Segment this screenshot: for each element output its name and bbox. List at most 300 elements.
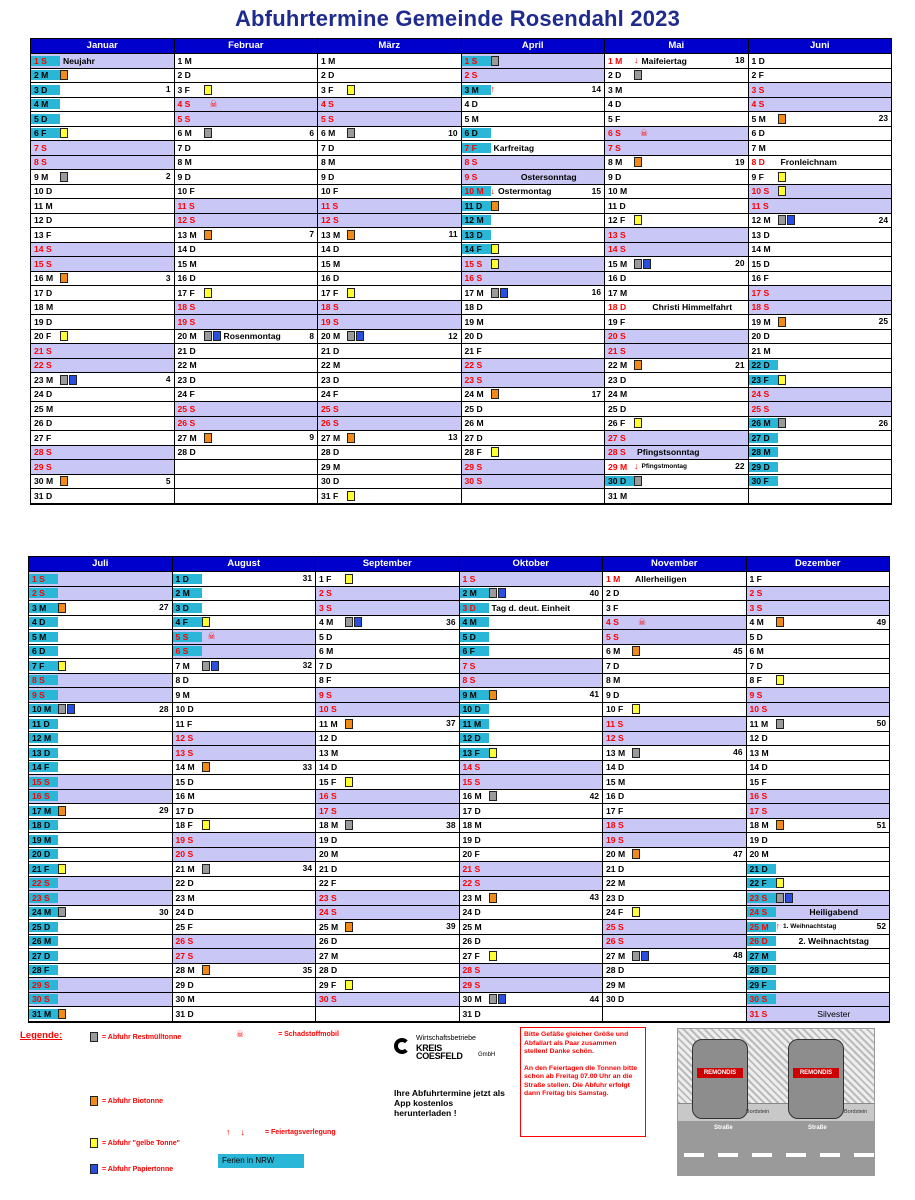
day-row (318, 156, 461, 171)
day-label: 11 D (29, 719, 58, 729)
gelb-bin-icon (345, 777, 353, 787)
day-label: 26 D (34, 418, 53, 429)
day-row (175, 185, 318, 200)
day-label: 6 M (606, 646, 621, 657)
day-label: 21 M (751, 345, 771, 356)
day-row (173, 964, 316, 979)
papier-bin-icon (354, 617, 362, 627)
day-row (29, 761, 172, 776)
day-label: 25 D (608, 403, 627, 414)
day-row (749, 170, 892, 185)
day-row (460, 978, 603, 993)
day-label: 1 S (462, 56, 491, 66)
day-label: 15 S (464, 258, 483, 269)
company-line4: GmbH (478, 1052, 496, 1058)
day-label: 9 M (34, 171, 49, 182)
day-row (603, 775, 746, 790)
day-row (173, 645, 316, 660)
day-row (462, 402, 605, 417)
day-label: 14 S (462, 762, 481, 773)
day-row (747, 790, 890, 805)
week-number: 31 (302, 573, 312, 583)
week-number: 34 (302, 863, 312, 873)
day-label: 2 M (460, 588, 489, 598)
day-label: 22 M (321, 360, 341, 371)
day-label: 7 D (321, 142, 335, 153)
day-label: 19 S (177, 316, 196, 327)
day-row (603, 630, 746, 645)
day-row (603, 587, 746, 602)
day-row (31, 359, 174, 374)
day-label: 21 S (34, 345, 52, 356)
day-row (460, 601, 603, 616)
day-label: 3 M (29, 603, 58, 613)
pickup-icons (347, 85, 355, 95)
week-number: 50 (876, 718, 886, 728)
day-label: 31 D (34, 490, 53, 501)
day-label: 4 M (749, 617, 764, 628)
gelb-bin-icon (202, 617, 210, 627)
day-row (173, 978, 316, 993)
day-label: 23 M (175, 892, 195, 903)
day-row (31, 446, 174, 461)
day-label: 21 F (464, 345, 482, 356)
day-row (460, 906, 603, 921)
week-number: 18 (735, 55, 745, 65)
day-row (316, 717, 459, 732)
day-row (462, 141, 605, 156)
day-label: 3 D (31, 85, 60, 95)
day-label: 4 M (31, 99, 60, 109)
day-row (173, 572, 316, 587)
empty-row (462, 489, 605, 504)
day-row (31, 301, 174, 316)
day-row (318, 199, 461, 214)
day-row (603, 572, 746, 587)
day-row (175, 315, 318, 330)
day-label: 3 D (173, 603, 202, 613)
pickup-icons (347, 433, 355, 443)
day-row (316, 906, 459, 921)
day-label: 3 M (608, 84, 623, 95)
company-line2: KREIS (416, 1043, 443, 1053)
day-label: 18 D (464, 302, 483, 313)
day-label: 2 S (29, 588, 58, 598)
day-row (316, 848, 459, 863)
day-row (29, 746, 172, 761)
pickup-icons (491, 389, 499, 399)
papier-bin-icon (641, 951, 649, 961)
pickup-icons (204, 100, 218, 109)
pickup-icons (58, 704, 75, 714)
holiday-label: Ostermontag (498, 186, 552, 197)
month-header: März (318, 39, 461, 54)
day-row (747, 717, 890, 732)
day-row (747, 978, 890, 993)
bio-bin-icon (58, 806, 66, 816)
day-label: 29 M (606, 979, 626, 990)
day-row (747, 891, 890, 906)
pickup-icons (345, 922, 353, 932)
bio-bin-icon (491, 389, 499, 399)
day-label: 13 D (751, 229, 770, 240)
pickup-icons (632, 849, 640, 859)
day-row (318, 489, 461, 504)
pickup-icons (347, 230, 355, 240)
day-row (603, 935, 746, 950)
week-number: 9 (309, 432, 314, 442)
day-row (31, 170, 174, 185)
day-row (173, 688, 316, 703)
day-row (29, 775, 172, 790)
day-label: 21 F (29, 864, 58, 874)
day-label: 5 S (321, 113, 334, 124)
gelb-bin-icon (345, 980, 353, 990)
day-label: 5 S (606, 631, 619, 642)
day-row (316, 804, 459, 819)
day-label: 2 D (606, 588, 620, 599)
gelb-bin-icon (778, 172, 786, 182)
day-label: 22 S (462, 878, 481, 889)
week-number: 44 (589, 993, 599, 1004)
company-line3: COESFELD (416, 1051, 463, 1061)
day-row (29, 877, 172, 892)
day-row (605, 489, 748, 504)
rest-bin-icon (58, 907, 66, 917)
pickup-icons (778, 215, 795, 225)
day-label: 11 M (319, 718, 338, 729)
day-label: 30 S (747, 994, 776, 1004)
day-label: 11 M (34, 200, 53, 211)
day-label: 19 D (749, 834, 768, 845)
day-label: 22 F (747, 878, 776, 888)
day-label: 31 F (321, 490, 339, 501)
day-label: 27 D (464, 432, 483, 443)
day-row (318, 257, 461, 272)
week-number: 16 (591, 287, 601, 297)
day-row (318, 475, 461, 490)
day-row (749, 127, 892, 142)
day-row (460, 775, 603, 790)
day-row (605, 359, 748, 374)
day-row (605, 388, 748, 403)
day-label: 17 F (177, 287, 195, 298)
day-row (316, 993, 459, 1008)
rest-bin-icon (778, 418, 786, 428)
day-row (318, 344, 461, 359)
day-row (175, 228, 318, 243)
bio-bin-icon (489, 690, 497, 700)
week-number: 46 (733, 747, 743, 757)
pickup-icons (778, 317, 786, 327)
day-row (316, 790, 459, 805)
day-row (747, 761, 890, 776)
day-row (460, 572, 603, 587)
pickup-icons (632, 646, 640, 656)
day-row (603, 659, 746, 674)
day-label: 10 D (34, 186, 53, 197)
day-row (603, 645, 746, 660)
day-row (31, 344, 174, 359)
day-label: 20 M (177, 331, 197, 342)
day-label: 23 D (608, 374, 627, 385)
day-row (460, 630, 603, 645)
rest-bin-icon (491, 56, 499, 66)
week-number: 2 (165, 171, 171, 181)
day-label: 8 S (34, 157, 47, 168)
day-row (31, 199, 174, 214)
day-label: 9 S (319, 689, 332, 700)
rest-bin-icon (345, 617, 353, 627)
day-label: 13 D (462, 230, 491, 240)
day-row (316, 964, 459, 979)
week-number: 19 (735, 156, 745, 167)
day-label: 11 S (321, 200, 339, 211)
day-row (175, 170, 318, 185)
legend-area (0, 1022, 915, 1200)
day-row (462, 475, 605, 490)
day-label: 8 S (462, 675, 476, 686)
day-row (316, 703, 459, 718)
day-row (603, 717, 746, 732)
day-label: 17 D (462, 805, 481, 816)
bio-bin-icon (90, 1096, 98, 1106)
week-number: 22 (735, 461, 745, 471)
day-label: 10 S (749, 704, 768, 715)
pickup-icons (204, 288, 212, 298)
day-label: 26 F (608, 418, 626, 429)
month-column-november (603, 557, 747, 1022)
day-label: 20 D (29, 849, 58, 859)
day-label: 2 D (321, 70, 335, 81)
notice-paragraph-1: Bitte Gefäße gleicher Größe und Abfallart als Paar zusammen stellen! Danke schön. (524, 1031, 629, 1055)
pickup-icons (776, 820, 784, 830)
holiday-label: Pfingstsonntag (637, 447, 700, 458)
day-row (605, 98, 748, 113)
day-label: 13 M (177, 229, 197, 240)
pickup-icons (634, 157, 642, 167)
day-label: 21 M (175, 863, 195, 874)
pickup-icons (491, 244, 499, 254)
day-label: 4 S (606, 617, 619, 628)
day-row (318, 112, 461, 127)
day-row (462, 417, 605, 432)
week-number: 47 (733, 848, 743, 859)
gelb-bin-icon (491, 259, 499, 269)
day-row (603, 848, 746, 863)
day-label: 27 D (749, 433, 778, 443)
rest-bin-icon (489, 588, 497, 598)
day-label: 16 D (177, 273, 196, 284)
day-label: 20 M (321, 331, 341, 342)
month-header: August (173, 557, 316, 572)
rest-bin-icon (347, 128, 355, 138)
day-label: 10 S (751, 186, 770, 197)
month-column-juni (749, 39, 892, 504)
day-label: 15 S (462, 776, 481, 787)
day-label: 2 M (173, 588, 202, 598)
day-label: 9 D (608, 171, 622, 182)
day-row (749, 359, 892, 374)
day-row (462, 228, 605, 243)
pickup-icons (634, 129, 648, 138)
day-row (175, 112, 318, 127)
day-row (173, 746, 316, 761)
pickup-icons (489, 994, 506, 1004)
day-label: 24 M (464, 389, 484, 400)
day-label: 5 M (464, 113, 479, 124)
day-label: 27 F (462, 950, 480, 961)
pickup-icons (60, 172, 68, 182)
day-label: 20 M (606, 849, 626, 860)
arrow-down-icon: ↓ (634, 55, 639, 66)
day-row (316, 645, 459, 660)
day-label: 13 M (606, 747, 626, 758)
day-label: 24 F (177, 389, 195, 400)
day-row (175, 431, 318, 446)
arrow-down-icon: ↓ (490, 185, 495, 196)
week-number: 4 (165, 374, 171, 384)
day-label: 19 D (34, 316, 53, 327)
day-row (749, 185, 892, 200)
rest-bin-icon (489, 994, 497, 1004)
street-illustration (677, 1028, 875, 1176)
day-row (747, 877, 890, 892)
day-row (318, 141, 461, 156)
road-label-right: Straße (808, 1125, 827, 1131)
day-label: 24 F (321, 389, 339, 400)
day-row (29, 703, 172, 718)
rest-bin-icon (347, 331, 355, 341)
day-row (31, 214, 174, 229)
day-label: 15 M (608, 258, 628, 269)
day-row (605, 228, 748, 243)
day-row (175, 402, 318, 417)
day-row (749, 199, 892, 214)
day-row (316, 601, 459, 616)
day-row (316, 659, 459, 674)
day-label: 16 M (462, 791, 482, 802)
day-label: 27 M (319, 950, 339, 961)
day-label: 4 D (29, 617, 58, 627)
pickup-icons (347, 331, 364, 341)
gelb-bin-icon (776, 675, 784, 685)
pickup-icons (634, 418, 642, 428)
day-row (31, 330, 174, 345)
day-label: 5 D (749, 631, 763, 642)
day-row (173, 906, 316, 921)
day-label: 1 D (173, 574, 202, 584)
day-row (31, 185, 174, 200)
day-row (462, 83, 605, 98)
day-row (316, 819, 459, 834)
arrow-up-icon: ↑ (226, 1127, 231, 1137)
day-row (603, 862, 746, 877)
bio-bin-icon (491, 201, 499, 211)
rest-bin-icon (778, 215, 786, 225)
day-row (605, 272, 748, 287)
week-number: 26 (878, 417, 888, 428)
day-row (175, 417, 318, 432)
day-label: 19 S (321, 316, 339, 327)
day-label: 18 M (319, 820, 339, 831)
day-row (175, 141, 318, 156)
logo-mark-icon (394, 1038, 410, 1054)
papier-bin-icon (90, 1164, 98, 1174)
month-column-august (173, 557, 317, 1022)
rest-bin-icon (204, 331, 212, 341)
week-number: 40 (589, 587, 599, 598)
day-row (318, 315, 461, 330)
week-number: 45 (733, 645, 743, 656)
day-label: 18 S (177, 302, 196, 313)
day-label: 28 S (608, 447, 626, 458)
day-label: 1 M (606, 573, 621, 584)
day-row (31, 475, 174, 490)
day-row (173, 630, 316, 645)
day-row (316, 761, 459, 776)
waste-bin-left (692, 1039, 748, 1119)
day-row (460, 891, 603, 906)
day-row (462, 214, 605, 229)
day-label: 18 M (34, 302, 54, 313)
day-row (29, 717, 172, 732)
day-label: 9 M (460, 690, 489, 700)
day-row (31, 83, 174, 98)
app-download-text: Ihre Abfuhrtermine jetzt als App kostenlos herunterladen ! (394, 1088, 505, 1118)
day-label: 4 D (608, 99, 622, 110)
day-row (605, 257, 748, 272)
day-row (749, 272, 892, 287)
day-row (29, 630, 172, 645)
month-column-april (462, 39, 606, 504)
day-row (31, 243, 174, 258)
day-row (318, 243, 461, 258)
day-row (175, 54, 318, 69)
rest-bin-icon (776, 893, 784, 903)
day-label: 16 S (464, 273, 483, 284)
day-label: 28 F (464, 447, 482, 458)
day-label: 10 F (321, 186, 339, 197)
day-label: 26 S (321, 418, 339, 429)
pickup-icons (634, 70, 642, 80)
day-label: 8 F (319, 675, 332, 686)
day-label: 21 D (606, 863, 625, 874)
papier-bin-icon (643, 259, 651, 269)
day-label: 19 F (608, 316, 626, 327)
day-row (29, 920, 172, 935)
pickup-icons (60, 375, 77, 385)
day-row (603, 949, 746, 964)
day-row (316, 877, 459, 892)
notice-paragraph-2: An den Feiertagen die Tonnen bitte schon ab Freitag 07.00 Uhr an die Straße stellen. Die Abfuhr erfolgt dann Freitag bis Samstag. (524, 1064, 638, 1097)
day-label: 28 D (177, 447, 196, 458)
pickup-icons (776, 719, 784, 729)
pickup-icons (204, 331, 221, 341)
pickup-icons (776, 675, 784, 685)
day-row (749, 112, 892, 127)
day-label: 28 D (321, 447, 340, 458)
rest-bin-icon (60, 375, 68, 385)
day-row (460, 732, 603, 747)
day-row (462, 127, 605, 142)
notice-box (520, 1027, 646, 1137)
week-number: 30 (159, 906, 169, 917)
day-row (316, 891, 459, 906)
day-row (173, 601, 316, 616)
day-label: 18 F (175, 820, 193, 831)
pickup-icons (58, 661, 66, 671)
